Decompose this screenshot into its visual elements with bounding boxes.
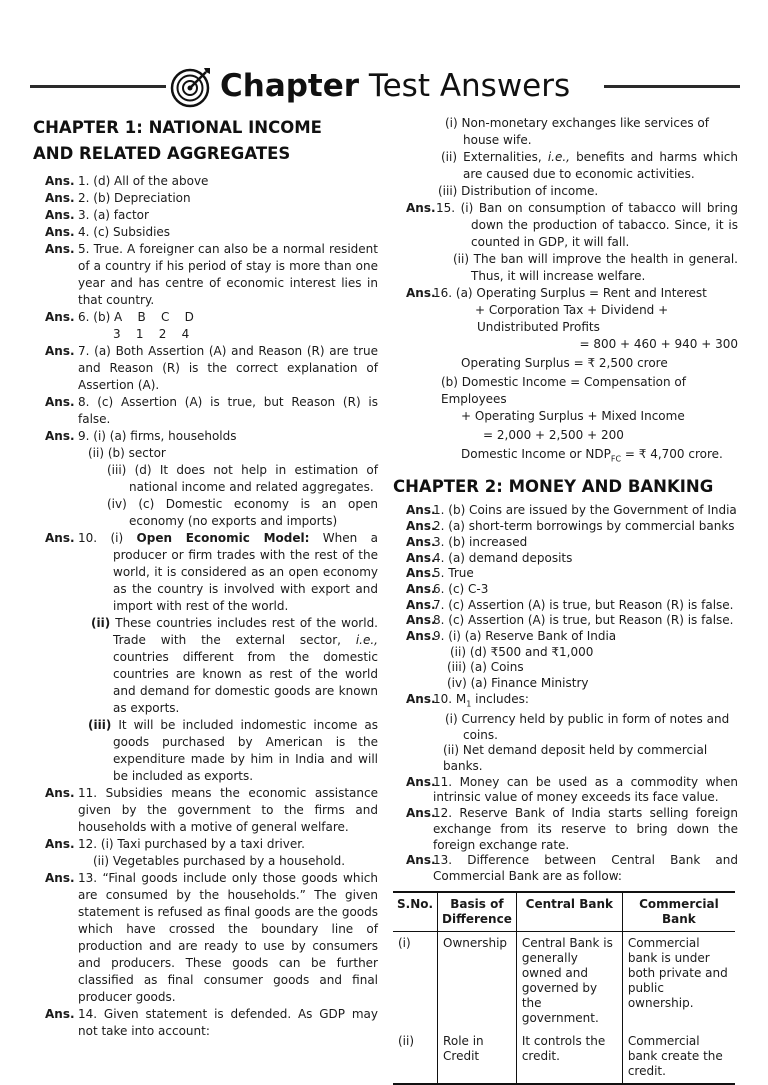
chapter-1-heading-line2: AND RELATED AGGREGATES [33, 144, 291, 163]
answer-16-line4: Operating Surplus = ₹ 2,500 crore [461, 356, 668, 370]
answer-6: Ans. 6. (b) A B C D [45, 310, 194, 324]
ch2-answer-9-ii: (ii) (d) ₹500 and ₹1,000 [450, 644, 594, 659]
table-header: Central Bank [516, 892, 622, 932]
comparison-table [393, 891, 735, 1085]
answer-16-line5: (b) Domestic Income = Compensation of Employees [441, 375, 686, 406]
table-header-row [393, 892, 735, 932]
answer-10-iii: (iii) It will be included indomestic income as goods purchased by American is the expenditure made by him in India and will be included as exports. [88, 718, 378, 783]
answer-14-iii: (iii) Distribution of income. [438, 184, 599, 198]
answer-16: Ans. 16. (a) Operating Surplus = Rent and Interest [406, 286, 707, 300]
ch2-answer-10: Ans. 10. $M_1$ includes: [406, 691, 529, 709]
answer-12-ii: (ii) Vegetables purchased by a household. [93, 854, 346, 868]
ch2-answer-9-iv: (iv) (a) Finance Ministry [447, 676, 589, 691]
answer-9-ii: (ii) (b) sector [88, 446, 166, 460]
answer-5: Ans. 5. True. A foreigner can also be a normal resident of a country if his period of stay is more than one year and has centre of economic interest lies in that country. [45, 242, 378, 307]
answer-16-line7: = 2,000 + 2,500 + 200 [483, 428, 624, 442]
chapter-2-heading: CHAPTER 2: MONEY AND BANKING [393, 477, 714, 497]
ch2-answer-2: Ans. 2. (a) short-term borrowings by commercial banks [406, 519, 735, 534]
table-cell: Role in Credit [438, 1030, 517, 1084]
answer-16-line8: Domestic Income or $NDP_{FC}$ = ₹ 4,700 crore. [461, 447, 723, 464]
ch2-answer-10-i: (i) Currency held by public in form of notes and coins. [445, 711, 730, 742]
right-column [393, 115, 738, 1085]
left-column [33, 115, 378, 1040]
ch2-answer-4: Ans. 4. (a) demand deposits [406, 550, 573, 565]
answer-4: Ans. 4. (c) Subsidies [45, 225, 171, 239]
target-icon [170, 64, 214, 108]
table-header: S.No. [393, 892, 438, 932]
ch2-answer-10-ii: (ii) Net demand deposit held by commercial banks. [443, 743, 708, 774]
answer-16-line3: = 800 + 460 + 940 + 300 [579, 337, 738, 351]
title-bold: Chapter [220, 68, 360, 104]
answer-10-ii: (ii) These countries includes rest of the world. Trade with the external sector, i.e., countries different from the domestic countries are known as rest of the world and demand for domestic goods are known as exports. [91, 616, 378, 715]
table-row [393, 931, 735, 1030]
answer-2: Ans. 2. (b) Depreciation [45, 191, 191, 205]
answer-8: Ans. 8. (c) Assertion (A) is true, but Reason (R) is false. [45, 395, 378, 426]
ch2-answer-1: Ans. 1. (b) Coins are issued by the Government of India [406, 503, 737, 518]
page-header [0, 64, 768, 112]
ch2-answer-12: Ans. 12. Reserve Bank of India starts selling foreign exchange from its reserve to bring down the foreign exchange rate. [406, 806, 738, 852]
table-cell: It controls the credit. [516, 1030, 622, 1084]
answer-12: Ans. 12. (i) Taxi purchased by a taxi driver. [45, 837, 305, 851]
ch2-answer-9-iii: (iii) (a) Coins [447, 660, 524, 675]
answer-11: Ans. 11. Subsidies means the economic assistance given by the government to the firms and households with a motive of general welfare. [45, 786, 378, 834]
answer-14: Ans. 14. Given statement is defended. As GDP may not take into account: [45, 1007, 378, 1038]
answer-9: Ans. 9. (i) (a) firms, households [45, 429, 237, 443]
answer-6-match: 3 1 2 4 [113, 327, 190, 341]
page-title [220, 66, 570, 106]
answer-1: Ans. 1. (d) All of the above [45, 174, 209, 188]
ch2-answer-3: Ans. 3. (b) increased [406, 534, 528, 549]
table-cell: Commercial bank create the credit. [622, 1030, 735, 1084]
answer-16-line2: + Corporation Tax + Dividend + Undistributed Profits [475, 303, 669, 334]
answer-9-iv: (iv) (c) Domestic economy is an open economy (no exports and imports) [107, 497, 378, 528]
ch2-answer-5: Ans. 5. True [406, 566, 474, 581]
table-cell: Commercial bank is under both private and public ownership. [622, 931, 735, 1030]
answer-15-ii: (ii) The ban will improve the health in general. Thus, it will increase welfare. [453, 252, 738, 283]
title-light: Test Answers [368, 68, 571, 104]
answer-10: Ans. 10. (i) Open Economic Model: When a producer or firm trades with the rest of the world, it is considered as an open economy as the country is involved with export and import with rest of the world. [45, 531, 378, 613]
chapter-1-heading [33, 115, 378, 167]
ch2-answer-8: Ans. 8. (c) Assertion (A) is true, but Reason (R) is false. [406, 613, 734, 628]
answer-3: Ans. 3. (a) factor [45, 208, 149, 222]
answer-16-line6: + Operating Surplus + Mixed Income [461, 409, 685, 423]
answer-14-i: (i) Non-monetary exchanges like services of house wife. [445, 116, 709, 147]
table-cell: (ii) [393, 1030, 438, 1084]
table-row [393, 1030, 735, 1084]
ch2-answer-9: Ans. 9. (i) (a) Reserve Bank of India [406, 629, 617, 644]
answer-9-iii: (iii) (d) It does not help in estimation of national income and related aggregates. [107, 463, 378, 494]
chapter-1-heading-line1: CHAPTER 1: NATIONAL INCOME [33, 118, 322, 137]
header-rule-left [30, 85, 166, 88]
table-cell: (i) [398, 935, 411, 950]
ch2-answer-7: Ans. 7. (c) Assertion (A) is true, but Reason (R) is false. [406, 597, 734, 612]
answer-15: Ans. 15. (i) Ban on consumption of tabacco will bring down the production of tabacco. Since, it is counted in GDP, it will fall. [406, 201, 738, 249]
ch2-answer-13: Ans. 13. Difference between Central Bank and Commercial Bank are as follow: [406, 853, 738, 883]
ch2-answer-11: Ans. 11. Money can be used as a commodity when intrinsic value of money exceeds its face value. [406, 774, 738, 805]
table-cell: Ownership [438, 931, 517, 1030]
table-cell: Central Bank is generally owned and governed by the government. [516, 931, 622, 1030]
answer-14-ii: (ii) Externalities, i.e., benefits and harms which are caused due to economic activities. [441, 150, 738, 181]
table-header: Commercial Bank [622, 892, 735, 932]
answer-13: Ans. 13. “Final goods include only those goods which are consumed by the households.” The given statement is refused as final goods are the goods which have crossed the boundary line of production and are ready to use by consumers and producers. These goods can be further classified as final consumer goods and final producer goods. [45, 871, 378, 1004]
answer-7: Ans. 7. (a) Both Assertion (A) and Reason (R) are true and Reason (R) is the correct explanation of Assertion (A). [45, 344, 378, 392]
ch2-answer-6: Ans. 6. (c) C-3 [406, 581, 489, 596]
header-rule-right [604, 85, 740, 88]
table-header: Basis of Difference [438, 892, 517, 932]
